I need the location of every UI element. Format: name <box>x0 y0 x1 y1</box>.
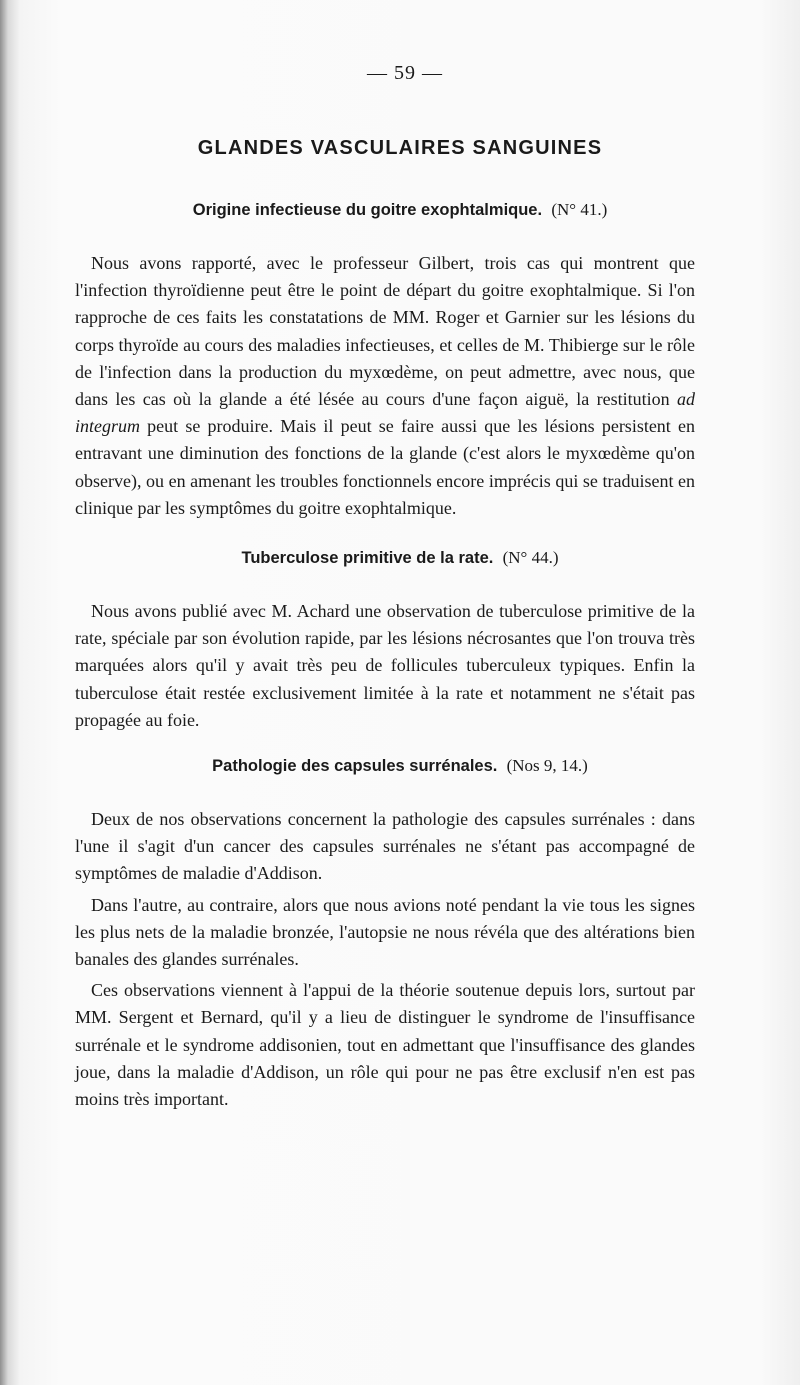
subheading-goitre-title: Origine infectieuse du goitre exophtalmique. <box>192 201 543 219</box>
subheading-goitre <box>75 200 695 220</box>
paragraph-capsules-2: Dans l'autre, au contraire, alors que nous avions noté pendant la vie tous les signes les plus nets de la maladie bronzée, l'autopsie ne nous révéla que des altérations bien banales des glandes surrénales. <box>75 894 695 970</box>
subheading-goitre-reference: (N° 41.) <box>551 200 608 219</box>
paragraph-capsules-1: Deux de nos observations concernent la pathologie des capsules surrénales : dans l'une il s'agit d'un cancer des capsules surrénales ne s'étant pas accompagné de symptômes de maladie d'Addison. <box>75 809 695 884</box>
subheading-capsules-reference: (Nos 9, 14.) <box>506 756 588 776</box>
paragraph-goitre-part-a: Nous avons rapporté, avec le professeur Gilbert, trois cas qui montrent que l'infection thyroïdienne peut être le point de départ du goitre exophtalmique. Si l'on rapproche de ces faits les constatations de MM. Roger et Garnier sur les lésions du corps thyroïde au cours des maladies infectieuses, et celles de M. Thibierge sur le rôle de l'infection dans la production du myxœdème, on peut admettre, avec nous, que dans les cas où la glande a été lésée au cours d'une façon aiguë, la restitution <box>75 253 695 410</box>
page-content <box>75 62 695 1113</box>
page-number: — 59 — <box>367 62 443 84</box>
subheading-capsules-title: Pathologie des capsules surrénales. <box>212 757 498 776</box>
paragraph-rate: Nous avons publié avec M. Achard une observation de tuberculose primitive de la rate, spéciale par son évolution rapide, par les lésions nécrosantes que l'on trouva très marquées alors qu'il y avait très peu de follicules tuberculeux typiques. Enfin la tuberculose était restée exclusivement limitée à la rate et notamment ne s'était pas propagée au foie. <box>75 601 695 730</box>
paragraph-goitre-italic: ad integrum <box>75 389 695 437</box>
paragraph-goitre <box>75 250 695 522</box>
paragraph-goitre-part-b: peut se produire. Mais il peut se faire aussi que les lésions persistent en entravant une diminution des fonctions de la glande (c'est alors le myxœdème qu'on observe), ou en amenant les troubles fonctionnels encore imprécis qui se traduisent en clinique par les symptômes du goitre exophtalmique. <box>75 416 695 518</box>
subheading-capsules <box>75 756 695 776</box>
subheading-rate-title: Tuberculose primitive de la rate. <box>241 549 494 568</box>
subheading-rate <box>75 548 695 568</box>
section-title: GLANDES VASCULAIRES SANGUINES <box>197 137 603 159</box>
subheading-rate-reference: (N° 44.) <box>502 548 559 568</box>
paragraph-capsules-3: Ces observations viennent à l'appui de la théorie soutenue depuis lors, surtout par MM. Sergent et Bernard, qu'il y a lieu de distinguer le syndrome de l'insuffisance surrénale et le syndrome addisonien, tout en admettant que l'insuffisance des glandes joue, dans la maladie d'Addison, un rôle qui pour ne pas être exclusif n'en est pas moins très important. <box>75 980 695 1110</box>
